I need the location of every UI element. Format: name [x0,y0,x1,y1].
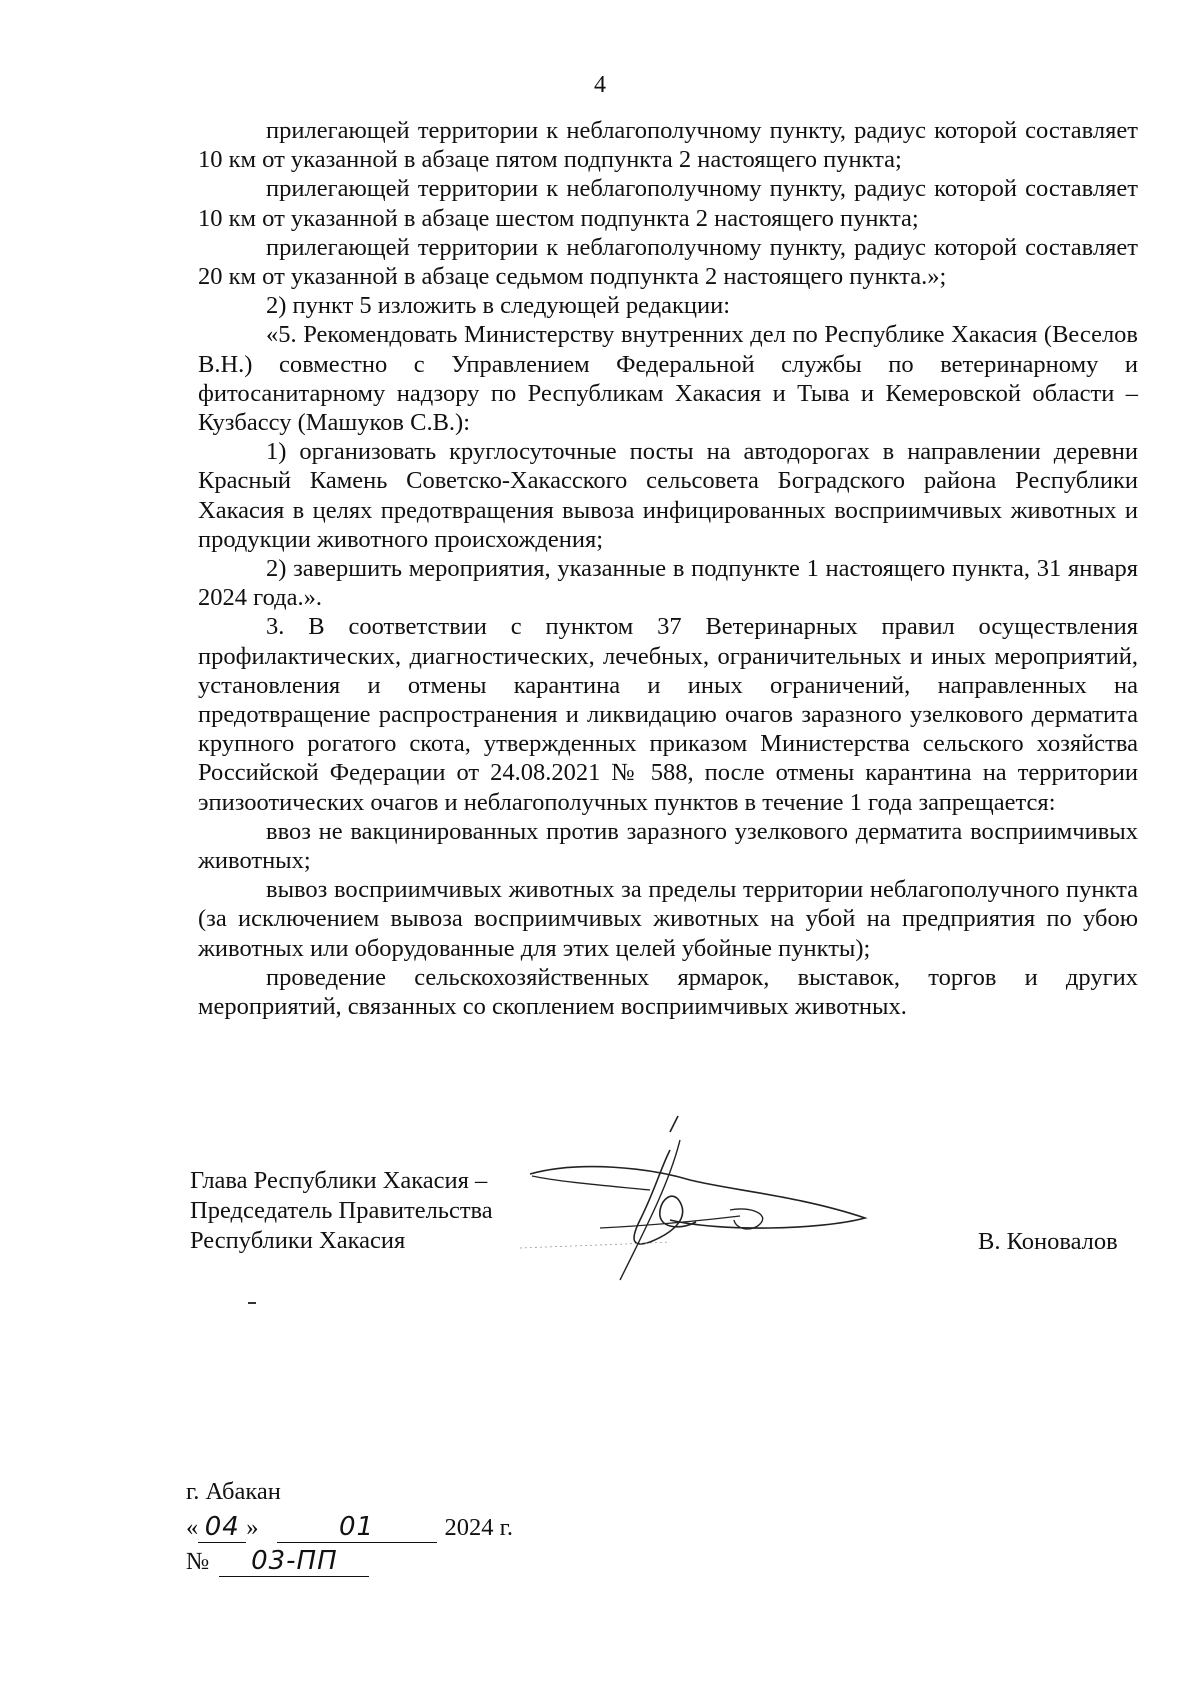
document-number: 03-ПП [219,1546,369,1577]
date-year: 2024 г. [444,1514,514,1541]
paragraph: прилегающей территории к неблагополучному пункту, радиус которой составляет 20 км от указанной в абзаце седьмом подпункта 2 настоящего пункта.»; [198,233,1138,291]
number-label: № [186,1548,210,1575]
date-month: 01 [277,1512,437,1543]
signatory-name: В. Коновалов [978,1228,1118,1255]
date-line [186,1512,513,1543]
signatory-title [190,1166,493,1256]
paragraph: прилегающей территории к неблагополучному пункту, радиус которой составляет 10 км от указанной в абзаце шестом подпункта 2 настоящего пункта; [198,175,1138,232]
city: г. Абакан [186,1478,281,1505]
signatory-title-line: Глава Республики Хакасия – [190,1167,488,1194]
page-number: 4 [594,72,606,98]
paragraph: проведение сельскохозяйственных ярмарок, выставок, торгов и других мероприятий, связанных со скоплением восприимчивых животных. [198,963,1138,1021]
paragraph: 2) завершить мероприятия, указанные в подпункте 1 настоящего пункта, 31 января 2024 года.». [198,555,1138,612]
stray-mark [248,1302,256,1304]
paragraph: вывоз восприимчивых животных за пределы территории неблагополучного пункта (за исключением вывоза восприимчивых животных на убой на предприятия по убою животных или оборудованные для этих целей убойные пункты); [198,876,1138,962]
quote-close: » [246,1514,259,1541]
paragraph: 2) пункт 5 изложить в следующей редакции: [266,292,731,320]
quote-open: « [186,1514,199,1541]
paragraph: ввоз не вакцинированных против заразного узелкового дерматита восприимчивых животных; [198,817,1138,875]
paragraph: прилегающей территории к неблагополучному пункту, радиус которой составляет 10 км от указанной в абзаце пятом подпункта 2 настоящего пункта; [198,117,1138,174]
date-day: 04 [198,1512,246,1543]
signatory-title-line: Республики Хакасия [190,1227,406,1254]
paragraph: «5. Рекомендовать Министерству внутренних дел по Республике Хакасия (Веселов В.Н.) совместно с Управлением Федеральной службы по ветеринарному и фитосанитарному надзору по Республикам Хакасия и Тыва и Кемеровской области – Кузбассу (Машуков С.В.): [198,321,1138,437]
handwritten-signature [520,1110,880,1310]
signatory-title-line: Председатель Правительства [190,1197,493,1224]
paragraph: 1) организовать круглосуточные посты на автодорогах в направлении деревни Красный Камень Советско-Хакасского сельсовета Боградского района Республики Хакасия в целях предотвращения вывоза инфицированных восприимчивых животных и продукции животного происхождения; [198,438,1138,553]
document-number-line [186,1546,369,1577]
paragraph: 3. В соответствии с пунктом 37 Ветеринарных правил осуществления профилактических, диагностических, лечебных, ограничительных и иных мероприятий, установления и отмены карантина и иных ограничений, направленных на предотвращение распространения и ликвидацию очагов заразного узелкового дерматита крупного рогатого скота, утвержденных приказом Министерства сельского хозяйства Российской Федерации от 24.08.2021 № 588, после отмены карантина на территории эпизоотических очагов и неблагополучных пунктов в течение 1 года запрещается: [198,613,1138,816]
document-body [198,116,1138,1021]
